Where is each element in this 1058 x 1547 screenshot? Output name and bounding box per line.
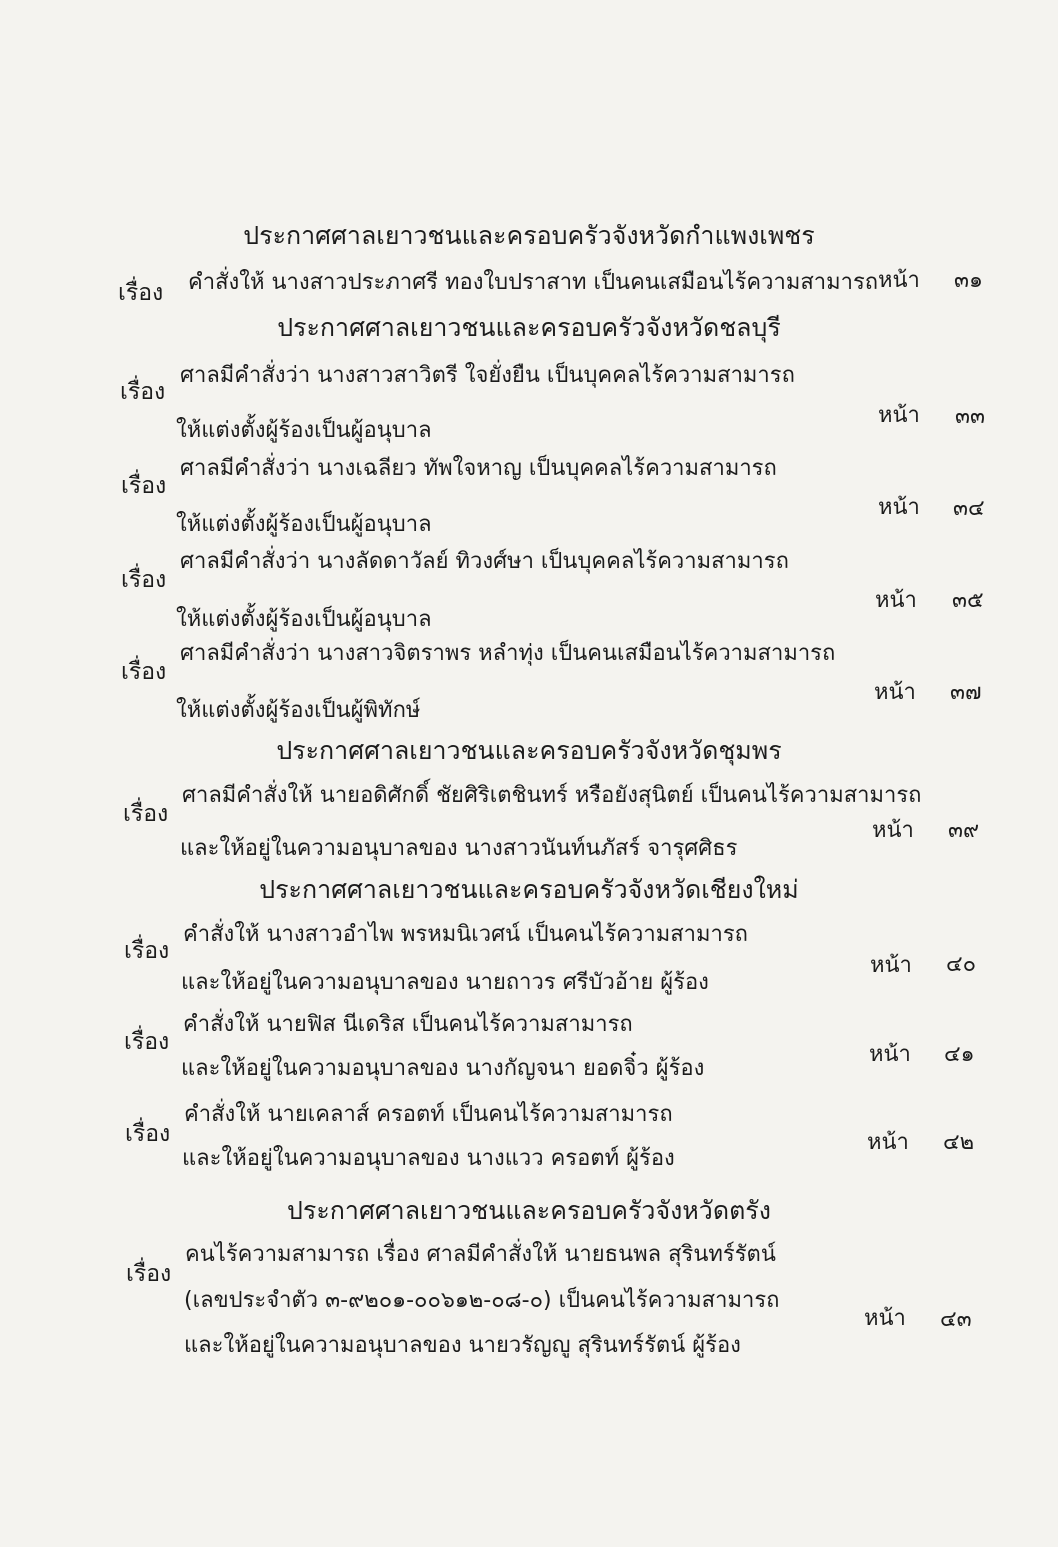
page-label: หน้า <box>872 818 914 843</box>
entry-text-line: และให้อยู่ในความอนุบาลของ นางสาวนันท์นภัสร์ จารุศศิธร <box>180 836 738 861</box>
entry-text-line: คำสั่งให้ นายฟิส นีเดริส เป็นคนไร้ความสามารถ <box>183 1012 633 1037</box>
page-number: ๔๑ <box>944 1042 975 1067</box>
page-number: ๓๑ <box>954 268 984 293</box>
subject-label: เรื่อง <box>123 801 169 827</box>
entry-text-line: และให้อยู่ในความอนุบาลของ นายถาวร ศรีบัวอ้าย ผู้ร้อง <box>181 970 709 995</box>
section-heading: ประกาศศาลเยาวชนและครอบครัวจังหวัดชลบุรี <box>277 313 781 342</box>
section-heading: ประกาศศาลเยาวชนและครอบครัวจังหวัดกำแพงเพชร <box>243 221 815 250</box>
page-label: หน้า <box>867 1130 909 1155</box>
entry-text-line: ศาลมีคำสั่งว่า นางสาวสาวิตรี ใจยั่งยืน เป็นบุคคลไร้ความสามารถ <box>180 363 795 388</box>
page-number: ๓๓ <box>955 404 986 429</box>
page-number: ๔๒ <box>943 1130 975 1155</box>
entry-text-line: ให้แต่งตั้งผู้ร้องเป็นผู้อนุบาล <box>176 607 432 632</box>
section-heading: ประกาศศาลเยาวชนและครอบครัวจังหวัดเชียงใหม่ <box>259 875 799 904</box>
entry-text-line: และให้อยู่ในความอนุบาลของ นายวรัญญู สุรินทร์รัตน์ ผู้ร้อง <box>184 1333 741 1358</box>
subject-label: เรื่อง <box>121 567 167 593</box>
entry-text-line: และให้อยู่ในความอนุบาลของ นางกัญจนา ยอดจิ๋ว ผู้ร้อง <box>181 1056 705 1081</box>
subject-label: เรื่อง <box>126 1261 172 1287</box>
entry-text-line: คำสั่งให้ นายเคลาส์ ครอตท์ เป็นคนไร้ความสามารถ <box>184 1102 673 1127</box>
page-label: หน้า <box>878 495 920 520</box>
page-label: หน้า <box>870 953 912 978</box>
entry-text-line: และให้อยู่ในความอนุบาลของ นางแวว ครอตท์ ผู้ร้อง <box>182 1146 675 1171</box>
subject-label: เรื่อง <box>120 379 166 405</box>
entry-text-line: คนไร้ความสามารถ เรื่อง ศาลมีคำสั่งให้ นายธนพล สุรินทร์รัตน์ <box>185 1242 776 1267</box>
entry-text-line: ศาลมีคำสั่งว่า นางเฉลียว ทัพใจหาญ เป็นบุคคลไร้ความสามารถ <box>180 456 777 481</box>
page-number: ๔๓ <box>940 1307 972 1332</box>
section-heading: ประกาศศาลเยาวชนและครอบครัวจังหวัดตรัง <box>287 1196 771 1225</box>
entry-text-line: ให้แต่งตั้งผู้ร้องเป็นผู้อนุบาล <box>176 418 432 443</box>
section-heading: ประกาศศาลเยาวชนและครอบครัวจังหวัดชุมพร <box>276 736 782 765</box>
subject-label: เรื่อง <box>121 473 167 499</box>
page-label: หน้า <box>875 588 917 613</box>
page-label: หน้า <box>878 268 920 293</box>
page-label: หน้า <box>864 1306 906 1331</box>
entry-text-line: คำสั่งให้ นางสาวอำไพ พรหมนิเวศน์ เป็นคนไร้ความสามารถ <box>183 922 748 947</box>
subject-label: เรื่อง <box>124 1029 170 1055</box>
page-number: ๓๗ <box>950 680 982 705</box>
entry-text-line: ศาลมีคำสั่งให้ นายอดิศักดิ์ ชัยศิริเตชินทร์ หรือยังสุนิตย์ เป็นคนไร้ความสามารถ <box>182 783 922 808</box>
page-number: ๓๙ <box>948 818 980 843</box>
subject-label: เรื่อง <box>125 1121 171 1147</box>
entry-text-line: ให้แต่งตั้งผู้ร้องเป็นผู้พิทักษ์ <box>176 698 421 723</box>
entry-text-line: ให้แต่งตั้งผู้ร้องเป็นผู้อนุบาล <box>176 512 432 537</box>
subject-label: เรื่อง <box>118 280 164 306</box>
subject-label: เรื่อง <box>124 938 170 964</box>
entry-text-line: ศาลมีคำสั่งว่า นางลัดดาวัลย์ ทิวงศ์ษา เป็นบุคคลไร้ความสามารถ <box>180 549 789 574</box>
entry-text-line: คำสั่งให้ นางสาวประภาศรี ทองใบปราสาท เป็นคนเสมือนไร้ความสามารถ <box>188 270 879 295</box>
page-number: ๔๐ <box>946 952 977 977</box>
page-label: หน้า <box>874 680 916 705</box>
page-label: หน้า <box>878 403 920 428</box>
entry-text-line: ศาลมีคำสั่งว่า นางสาวจิตราพร หลำทุ่ง เป็นคนเสมือนไร้ความสามารถ <box>180 641 836 666</box>
entry-text-line: (เลขประจำตัว ๓-๙๒๐๑-๐๐๖๑๒-๐๘-๐) เป็นคนไร้ความสามารถ <box>184 1288 780 1313</box>
subject-label: เรื่อง <box>121 659 167 685</box>
page-number: ๓๔ <box>953 496 985 521</box>
page-number: ๓๕ <box>952 588 984 613</box>
page-label: หน้า <box>869 1042 911 1067</box>
